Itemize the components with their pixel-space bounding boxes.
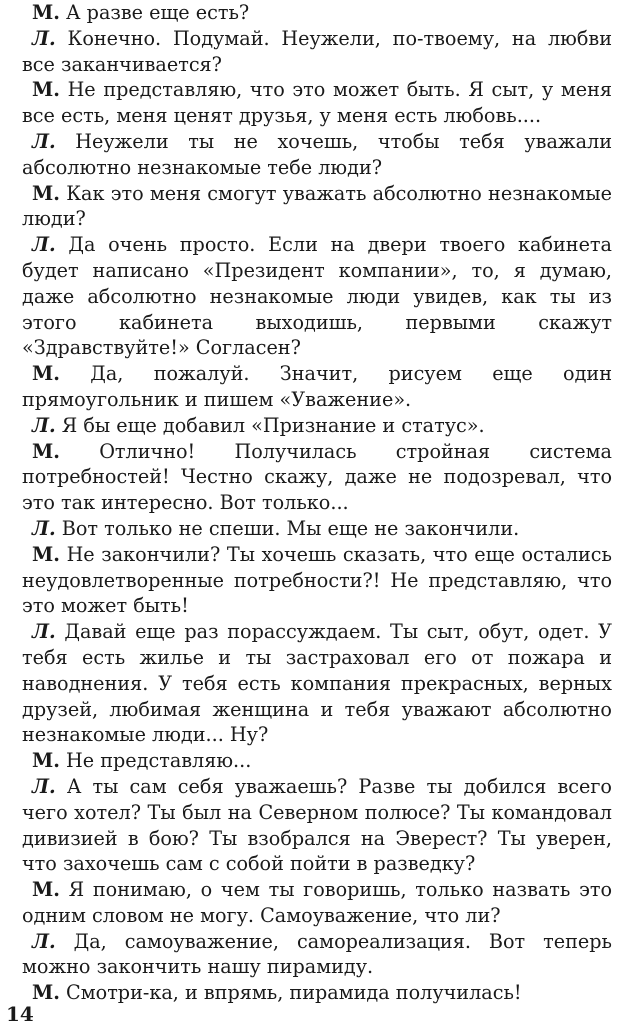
line-text: А разве еще есть? [66, 1, 250, 24]
line-text: Отлично! Получилась стройная система потребностей! Честно скажу, даже не подозревал, что это так интересно. Вот только... [22, 439, 612, 515]
line-text: Давай еще раз порассуждаем. Ты сыт, обут, одет. У тебя есть жилье и ты застраховал его от пожара и наводнения. У тебя есть компания прекрасных, верных друзей, любимая женщина и тебя уважают абсолютно незнакомые люди... Ну? [22, 620, 613, 747]
speaker-m: М. [32, 542, 60, 566]
line-text: Да очень просто. Если на двери твоего кабинета будет написано «Президент компании», то, я думаю, даже абсолютно незнакомые люди увидев, как ты из этого кабинета выходишь, первыми скажут «Здравствуйте!» Согласен? [22, 233, 612, 360]
dialogue-paragraph [22, 774, 612, 877]
line-text: Я бы еще добавил «Признание и статус». [61, 413, 485, 437]
dialogue-paragraph [22, 980, 612, 1006]
dialogue-paragraph [22, 439, 612, 516]
line-text: Как это меня смогут уважать абсолютно незнакомые люди? [22, 181, 612, 231]
speaker-l: Л. [32, 516, 56, 540]
line-text: Не представляю, что это может быть. Я сыт, у меня все есть, меня ценят друзья, у меня есть любовь.... [22, 78, 612, 128]
dialogue-paragraph [22, 232, 612, 361]
speaker-m: М. [32, 1, 60, 24]
speaker-m: М. [32, 362, 60, 386]
line-text: Смотри-ка, и впрямь, пирамида получилась! [66, 981, 522, 1005]
speaker-m: М. [32, 981, 60, 1005]
line-text: Неужели ты не хочешь, чтобы тебя уважали абсолютно незнакомые тебе люди? [22, 129, 612, 179]
page-number: 14 [6, 1002, 34, 1026]
speaker-l: Л. [32, 233, 56, 257]
speaker-l: Л. [32, 413, 56, 437]
speaker-l: Л. [32, 774, 56, 798]
dialogue-paragraph [22, 26, 612, 78]
dialogue-paragraph [22, 619, 612, 748]
line-text: Да, пожалуй. Значит, рисуем еще один прямоугольник и пишем «Уважение». [22, 362, 612, 411]
speaker-m: М. [32, 181, 60, 205]
dialogue-paragraph [22, 516, 612, 542]
speaker-m: М. [32, 749, 60, 773]
dialogue-paragraph [22, 129, 612, 181]
dialogue-paragraph [22, 77, 612, 129]
line-text: Не представляю... [66, 749, 252, 773]
line-text: Я понимаю, о чем ты говоришь, только назвать это одним словом не могу. Самоуважение, что ли? [22, 878, 612, 927]
speaker-l: Л. [32, 929, 56, 953]
dialogue-paragraph [22, 748, 612, 774]
dialogue-paragraph [22, 0, 612, 26]
dialogue-paragraph [22, 361, 612, 413]
dialogue-paragraph [22, 413, 612, 439]
line-text: Конечно. Подумай. Неужели, по-твоему, на любви все заканчивается? [22, 26, 612, 76]
dialogue-paragraph [22, 542, 612, 619]
line-text: Вот только не спеши. Мы еще не закончили. [61, 516, 520, 540]
line-text: А ты сам себя уважаешь? Разве ты добился всего чего хотел? Ты был на Северном полюсе? Ты командовал дивизией в бою? Ты взобрался на Эверест? Ты уверен, что захочешь сам с собой пойти в разведку? [22, 774, 612, 876]
speaker-l: Л. [32, 620, 56, 644]
speaker-l: Л. [32, 26, 56, 50]
dialogue-text [22, 0, 612, 1006]
dialogue-paragraph [22, 877, 612, 929]
speaker-m: М. [32, 439, 60, 463]
dialogue-paragraph [22, 181, 612, 233]
speaker-m: М. [32, 878, 60, 902]
dialogue-paragraph [22, 929, 612, 981]
speaker-m: М. [32, 78, 60, 102]
speaker-l: Л. [32, 129, 56, 153]
line-text: Не закончили? Ты хочешь сказать, что еще остались неудовлетворенные потребности?! Не представляю, что это может быть! [22, 542, 612, 618]
line-text: Да, самоуважение, самореализация. Вот теперь можно закончить нашу пирамиду. [22, 929, 612, 979]
